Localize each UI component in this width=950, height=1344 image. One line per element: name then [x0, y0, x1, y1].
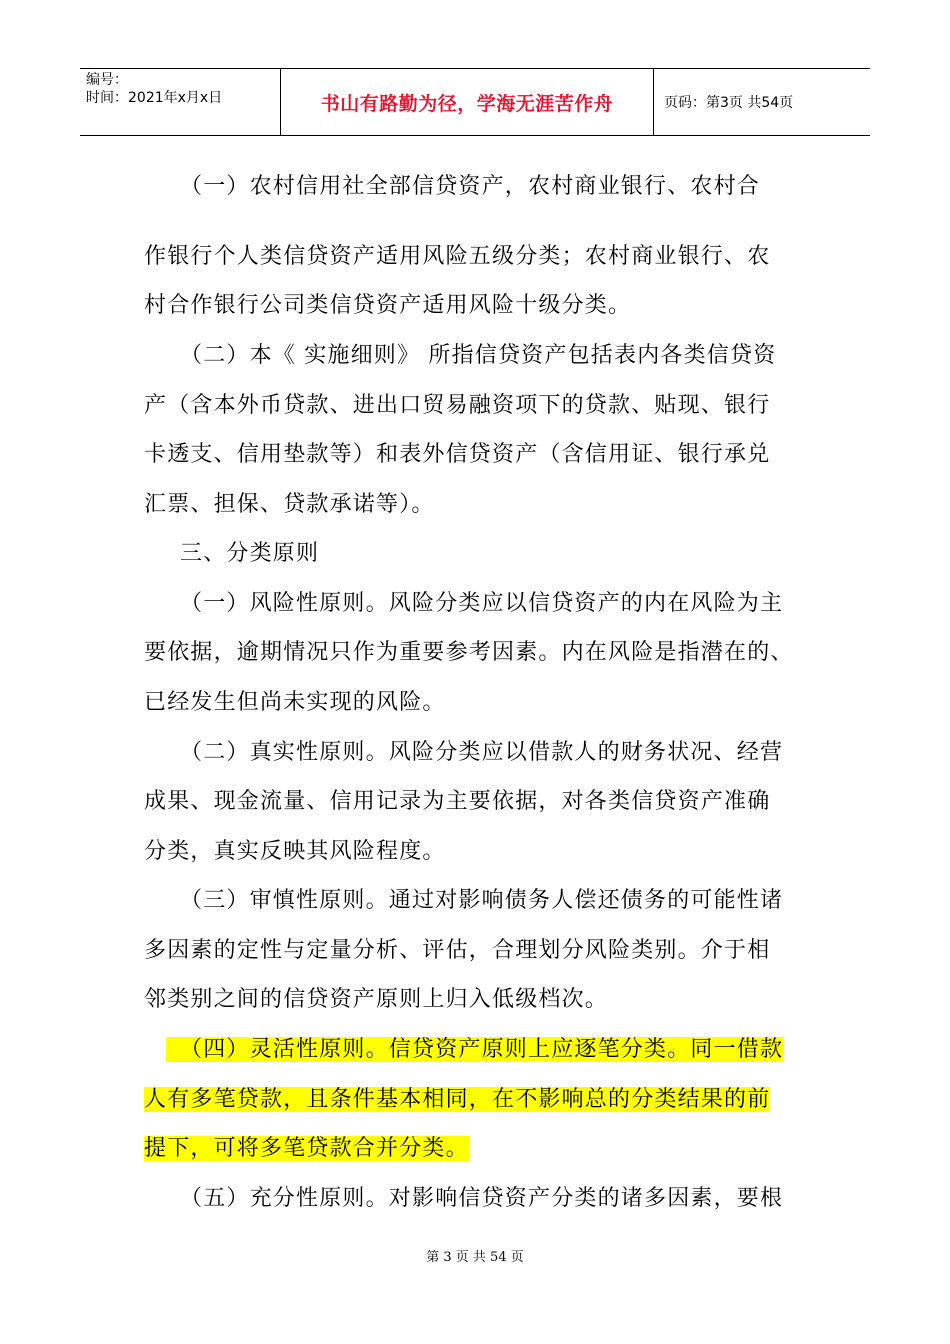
body-line: （二）真实性原则。风险分类应以借款人的财务状况、经营 [180, 740, 784, 765]
footer-page-number: 第 3 页 共 54 页 [426, 1250, 524, 1265]
body-line: 已经发生但尚未实现的风险。 [144, 690, 446, 715]
body-line: （二）本《 实施细则》 所指信贷资产包括表内各类信贷资 [180, 343, 777, 368]
header-table [80, 68, 870, 136]
body-line: 产（含本外币贷款、进出口贸易融资项下的贷款、贴现、银行 [144, 393, 771, 418]
body-line: 成果、现金流量、信用记录为主要依据，对各类信贷资产准确 [144, 789, 771, 814]
header-motto: 书山有路勤为径，学海无涯苦作舟 [320, 92, 614, 115]
body-line: 村合作银行公司类信贷资产适用风险十级分类。 [144, 293, 632, 318]
body-line: （五）充分性原则。对影响信贷资产分类的诸多因素，要根 [180, 1186, 784, 1211]
highlighted-line: 人有多笔贷款，且条件基本相同，在不影响总的分类结果的前 [144, 1087, 771, 1112]
section-heading: 三、分类原则 [180, 541, 320, 566]
header-motto-cell [281, 69, 654, 135]
body-line: 多因素的定性与定量分析、评估，合理划分风险类别。介于相 [144, 938, 771, 963]
document-number-label: 编号： [86, 72, 128, 88]
body-line: （一）风险性原则。风险分类应以信贷资产的内在风险为主 [180, 591, 784, 616]
highlighted-line: （四）灵活性原则。信贷资产原则上应逐笔分类。同一借款 [166, 1035, 783, 1065]
page-footer [0, 1246, 950, 1265]
body-line: （一）农村信用社全部信贷资产，农村商业银行、农村合 [180, 174, 761, 199]
body-line: 分类，真实反映其风险程度。 [144, 839, 446, 864]
body-line: 邻类别之间的信贷资产原则上归入低级档次。 [144, 987, 609, 1012]
body-line: 作银行个人类信贷资产适用风险五级分类；农村商业银行、农 [144, 244, 771, 269]
header-meta-cell [80, 69, 281, 135]
header-page-cell [654, 69, 870, 135]
body-line: 卡透支、信用垫款等）和表外信贷资产（含信用证、银行承兑 [144, 442, 771, 467]
body-line: 汇票、担保、贷款承诺等）。 [144, 492, 435, 517]
body-line: （三）审慎性原则。通过对影响债务人偿还债务的可能性诸 [180, 888, 784, 913]
highlighted-line: 提下，可将多笔贷款合并分类。 [144, 1136, 469, 1161]
body-line: 要依据，逾期情况只作为重要参考因素。内在风险是指潜在的、 [144, 640, 794, 665]
document-date-label: 时间：2021年x月x日 [86, 90, 223, 106]
header-page-info: 页码：第3页 共54页 [664, 95, 794, 111]
